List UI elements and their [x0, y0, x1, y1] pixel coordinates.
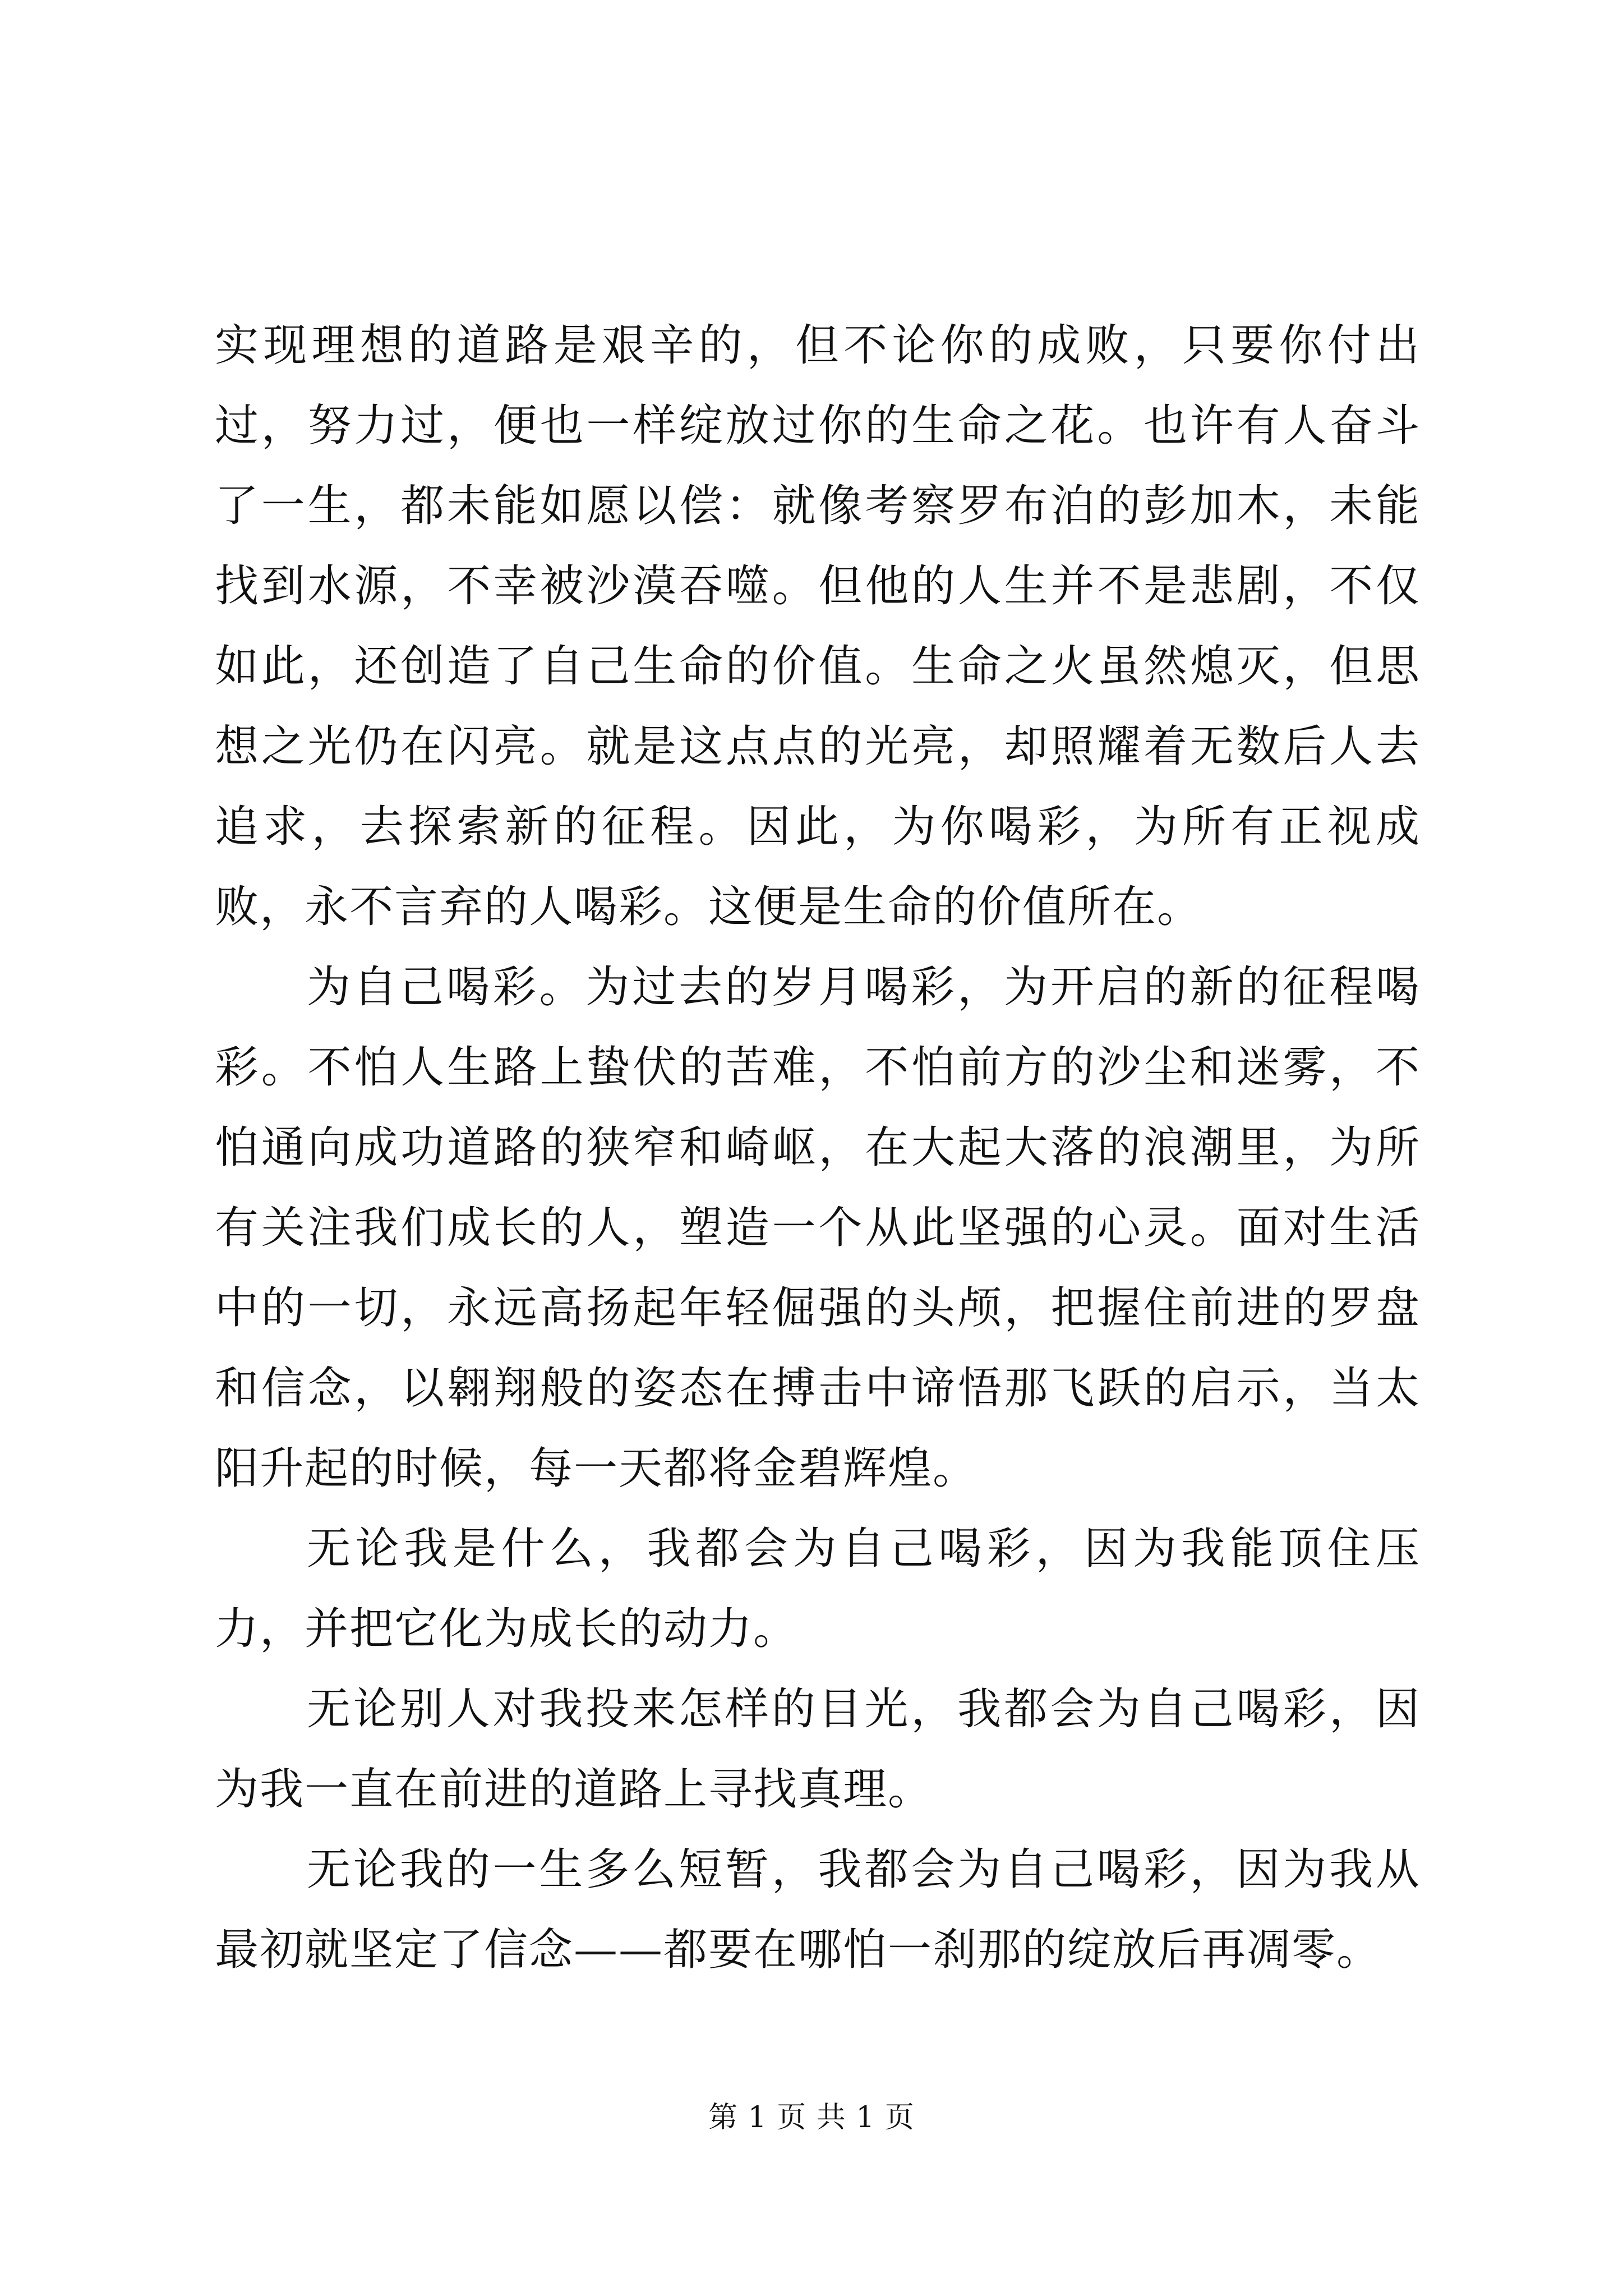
- paragraph-5: 无论我的一生多么短暂，我都会为自己喝彩，因为我从最初就坚定了信念——都要在哪怕一刹那的绽放后再凋零。: [215, 1844, 1421, 1975]
- paragraph-4: 无论别人对我投来怎样的目光，我都会为自己喝彩，因为我一直在前进的道路上寻找真理。: [215, 1684, 1421, 1815]
- document-body: [215, 306, 1421, 1990]
- page-footer: 第 1 页 共 1 页: [708, 2101, 915, 2134]
- paragraph-3: 无论我是什么，我都会为自己喝彩，因为我能顶住压力，并把它化为成长的动力。: [215, 1524, 1421, 1654]
- paragraph-1: 实现理想的道路是艰辛的，但不论你的成败，只要你付出过，努力过，便也一样绽放过你的生命之花。也许有人奋斗了一生，都未能如愿以偿：就像考察罗布泊的彭加木，未能找到水源，不幸被沙漠吞噬。但他的人生并不是悲剧，不仅如此，还创造了自己生命的价值。生命之火虽然熄灭，但思想之光仍在闪亮。就是这点点的光亮，却照耀着无数后人去追求，去探索新的征程。因此，为你喝彩，为所有正视成败，永不言弃的人喝彩。这便是生命的价值所在。: [215, 320, 1421, 932]
- paragraph-2: 为自己喝彩。为过去的岁月喝彩，为开启的新的征程喝彩。不怕人生路上蛰伏的苦难，不怕前方的沙尘和迷雾，不怕通向成功道路的狭窄和崎岖，在大起大落的浪潮里，为所有关注我们成长的人，塑造一个从此坚强的心灵。面对生活中的一切，永远高扬起年轻倔强的头颅，把握住前进的罗盘和信念，以翱翔般的姿态在搏击中谛悟那飞跃的启示，当太阳升起的时候，每一天都将金碧辉煌。: [215, 962, 1421, 1494]
